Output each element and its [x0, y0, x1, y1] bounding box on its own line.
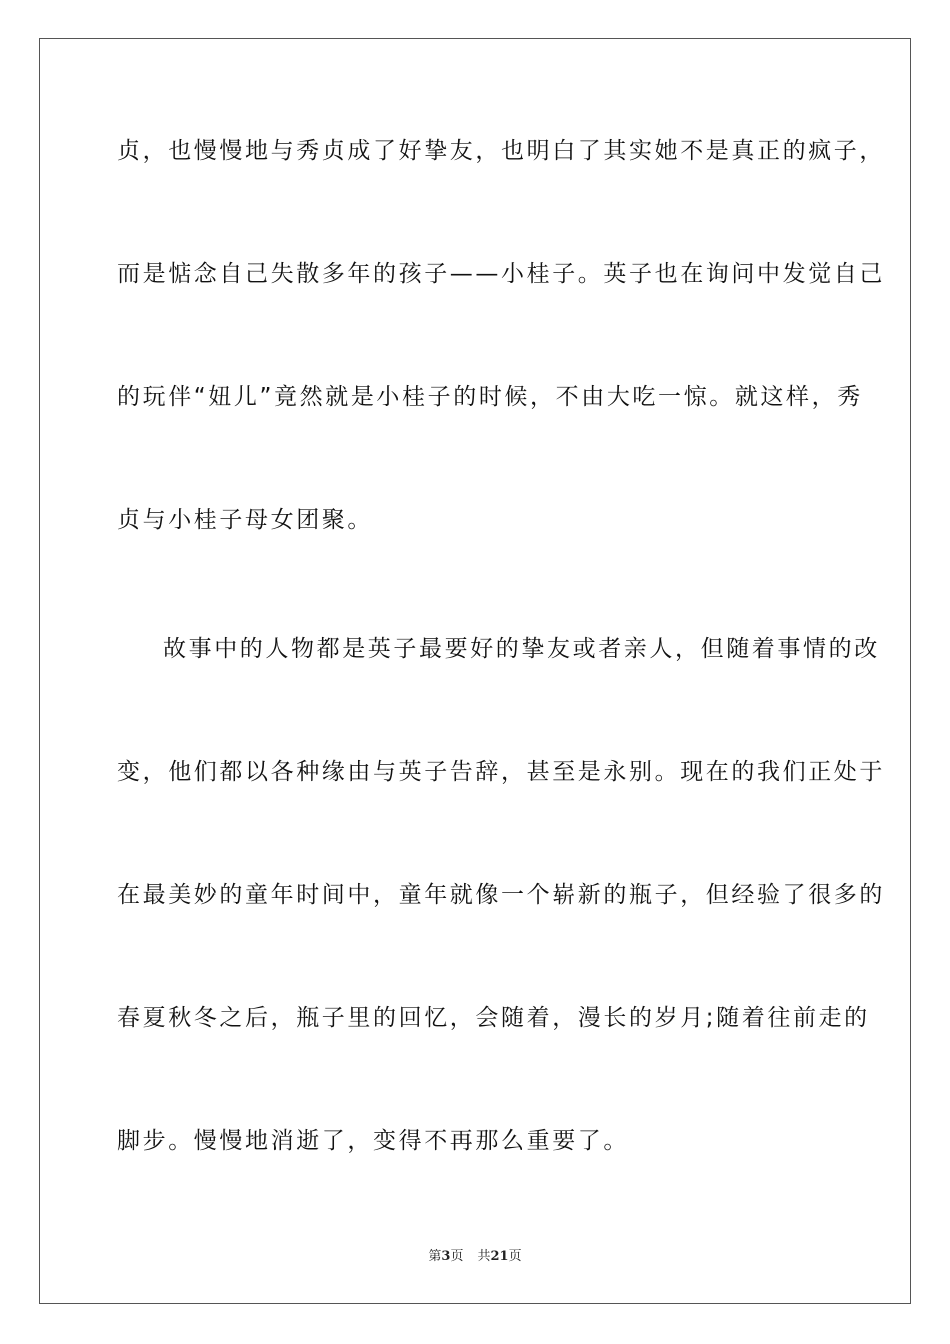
- body-line-5: 故事中的人物都是英子最要好的挚友或者亲人，但随着事情的改: [163, 636, 880, 662]
- body-line-6: 变，他们都以各种缘由与英子告辞，甚至是永别。现在的我们正处于: [117, 759, 885, 785]
- page-prefix: 第: [428, 1249, 442, 1264]
- body-line-3: 的玩伴“妞儿”竟然就是小桂子的时候，不由大吃一惊。就这样，秀: [117, 384, 863, 410]
- page-footer: [0, 1245, 950, 1264]
- total-prefix: 共: [477, 1249, 491, 1264]
- page-number: 3: [441, 1249, 451, 1264]
- body-line-9: 脚步。慢慢地消逝了，变得不再那么重要了。: [117, 1128, 629, 1154]
- body-line-4: 贞与小桂子母女团聚。: [117, 507, 373, 533]
- total-pages: 21: [490, 1249, 509, 1264]
- page-border: [39, 38, 911, 1304]
- body-line-2: 而是惦念自己失散多年的孩子——小桂子。英子也在询问中发觉自己: [117, 261, 885, 287]
- body-line-1: 贞，也慢慢地与秀贞成了好挚友，也明白了其实她不是真正的疯子，: [117, 138, 885, 164]
- page-suffix: 页: [450, 1249, 464, 1264]
- total-suffix: 页: [508, 1249, 522, 1264]
- body-line-8: 春夏秋冬之后，瓶子里的回忆，会随着，漫长的岁月;随着往前走的: [117, 1005, 870, 1031]
- body-line-7: 在最美妙的童年时间中，童年就像一个崭新的瓶子，但经验了很多的: [117, 882, 885, 908]
